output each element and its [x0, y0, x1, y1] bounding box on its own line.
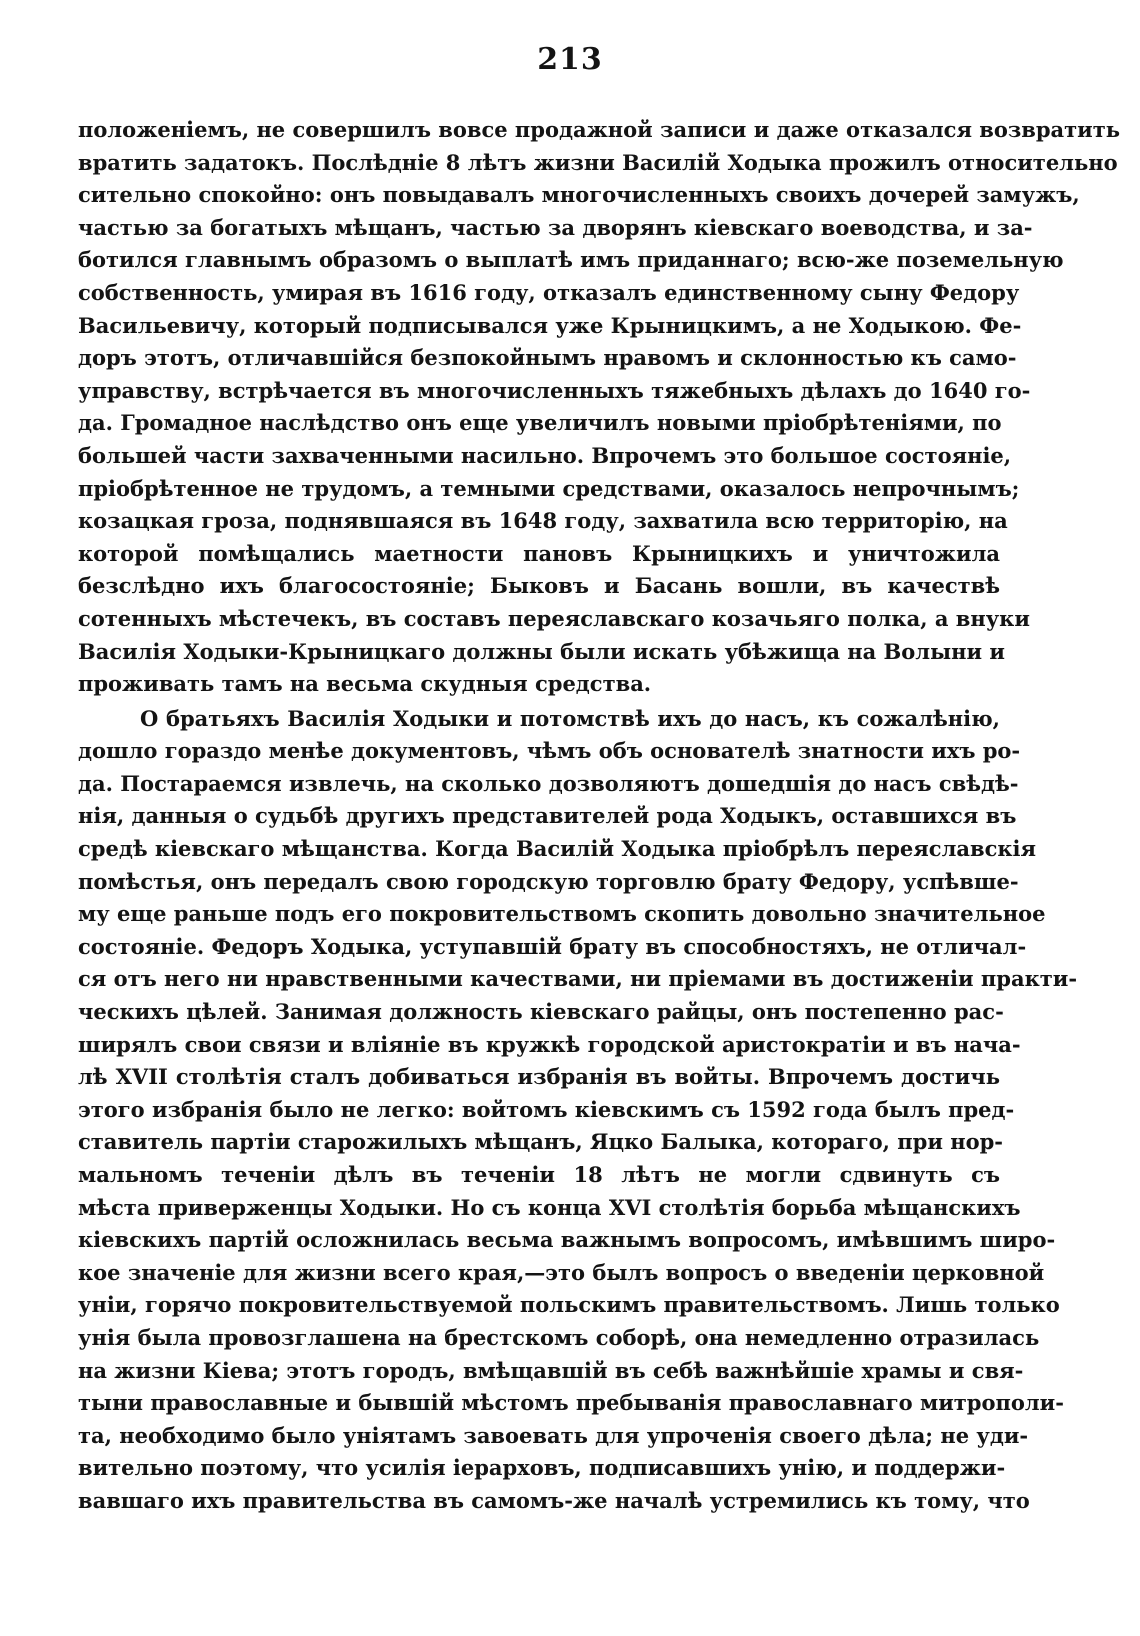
paragraph-1 — [78, 114, 1121, 701]
text-line: ставитель партіи старожилыхъ мѣщанъ, Яцко Балыка, котораго, при нор- — [78, 1129, 1003, 1155]
text-line: лѣ XVII столѣтія сталъ добиваться избранія въ войты. Впрочемъ достичь — [78, 1064, 1000, 1090]
body-text — [78, 114, 1121, 1518]
text-line: этого избранія было не легко: войтомъ кіевскимъ съ 1592 года былъ пред- — [78, 1096, 1015, 1122]
text-line: вавшаго ихъ правительства въ самомъ-же началѣ устремились къ тому, что — [78, 1487, 1030, 1513]
text-line: тыни православные и бывшій мѣстомъ пребыванія православнаго митрополи- — [78, 1390, 1064, 1416]
text-line: состояніе. Федоръ Ходыка, уступавшій брату въ способностяхъ, не отличал- — [78, 933, 1027, 959]
text-line: да. Громадное наслѣдство онъ еще увеличилъ новыми пріобрѣтеніями, по — [78, 410, 1002, 436]
text-line: вратить задатокъ. Послѣдніе 8 лѣтъ жизни Василій Ходыка прожилъ относительно — [78, 149, 1118, 175]
text-line: вительно поэтому, что усилія іерарховъ, подписавшихъ унію, и поддержи- — [78, 1455, 1006, 1481]
text-line: частью за богатыхъ мѣщанъ, частью за дворянъ кіевскаго воеводства, и за- — [78, 214, 1033, 240]
text-line: нія, данныя о судьбѣ другихъ представителей рода Ходыкъ, оставшихся въ — [78, 803, 1017, 829]
text-line: кое значеніе для жизни всего края,—это былъ вопросъ о введеніи церковной — [78, 1259, 1045, 1285]
text-line: безслѣдно ихъ благосостояніе; Быковъ и Басань вошли, въ качествѣ — [78, 573, 1000, 599]
text-line: Васильевичу, который подписывался уже Крыницкимъ, а не Ходыкою. Фе- — [78, 312, 1022, 338]
text-line: положеніемъ, не совершилъ вовсе продажной записи и даже отказался возвратить — [78, 117, 1121, 142]
paragraph-2 — [78, 703, 1078, 1518]
text-line: которой помѣщались маетности пановъ Крыницкихъ и уничтожила — [78, 540, 1000, 566]
text-line: пріобрѣтенное не трудомъ, а темными средствами, оказалось непрочнымъ; — [78, 475, 1020, 501]
text-line: Василія Ходыки-Крыницкаго должны были искать убѣжища на Волыни и — [78, 638, 1005, 664]
text-line: козацкая гроза, поднявшаяся въ 1648 году, захватила всю территорію, на — [78, 508, 1008, 534]
text-line: управству, встрѣчается въ многочисленныхъ тяжебныхъ дѣлахъ до 1640 го- — [78, 377, 1031, 403]
text-line: сотенныхъ мѣстечекъ, въ составъ переяславскаго козачьяго полка, а внуки — [78, 605, 1030, 631]
text-line: ся отъ него ни нравственными качествами, ни пріемами въ достиженіи практи- — [78, 966, 1078, 992]
text-line: мѣста приверженцы Ходыки. Но съ конца XVI столѣтія борьба мѣщанскихъ — [78, 1194, 1021, 1220]
text-line: ческихъ цѣлей. Занимая должность кіевскаго райцы, онъ постепенно рас- — [78, 999, 1004, 1025]
text-line: доръ этотъ, отличавшійся безпокойнымъ нравомъ и склонностью къ само- — [78, 345, 1017, 371]
text-line: мальномъ теченіи дѣлъ въ теченіи 18 лѣтъ не могли сдвинуть съ — [78, 1162, 1000, 1187]
text-line: кіевскихъ партій осложнилась весьма важнымъ вопросомъ, имѣвшимъ широ- — [78, 1227, 1056, 1253]
text-line: ботился главнымъ образомъ о выплатѣ имъ приданнаго; всю-же поземельную — [78, 247, 1064, 273]
text-line: сительно спокойно: онъ повыдавалъ многочисленныхъ своихъ дочерей замужъ, — [78, 182, 1080, 208]
text-line: помѣстья, онъ передалъ свою городскую торговлю брату Федору, успѣвше- — [78, 868, 1019, 894]
text-line: средѣ кіевскаго мѣщанства. Когда Василій Ходыка пріобрѣлъ переяславскія — [78, 836, 1037, 862]
text-line: та, необходимо было уніятамъ завоевать для упроченія своего дѣла; не уди- — [78, 1422, 1029, 1448]
text-line: О братьяхъ Василія Ходыки и потомствѣ ихъ до насъ, къ сожалѣнію, — [140, 705, 1000, 731]
text-line: на жизни Кіева; этотъ городъ, вмѣщавшій въ себѣ важнѣйшіе храмы и свя- — [78, 1357, 1024, 1383]
text-line: уніи, горячо покровительствуемой польскимъ правительствомъ. Лишь только — [78, 1292, 1060, 1318]
text-line: большей части захваченными насильно. Впрочемъ это большое состояніе, — [78, 442, 1012, 468]
page-number: 213 — [537, 42, 603, 77]
text-line: проживать тамъ на весьма скудныя средства. — [78, 671, 652, 697]
text-line: унія была провозглашена на брестскомъ соборѣ, она немедленно отразилась — [78, 1324, 1040, 1350]
text-line: дошло гораздо менѣе документовъ, чѣмъ объ основателѣ знатности ихъ ро- — [78, 738, 1021, 764]
text-line: собственность, умирая въ 1616 году, отказалъ единственному сыну Федору — [78, 279, 1020, 305]
text-line: да. Постараемся извлечь, на сколько дозволяютъ дошедшія до насъ свѣдѣ- — [78, 770, 1019, 796]
text-line: ширялъ свои связи и вліяніе въ кружкѣ городской аристократіи и въ нача- — [78, 1031, 1021, 1057]
text-line: му еще раньше подъ его покровительствомъ скопить довольно значительное — [78, 901, 1046, 927]
